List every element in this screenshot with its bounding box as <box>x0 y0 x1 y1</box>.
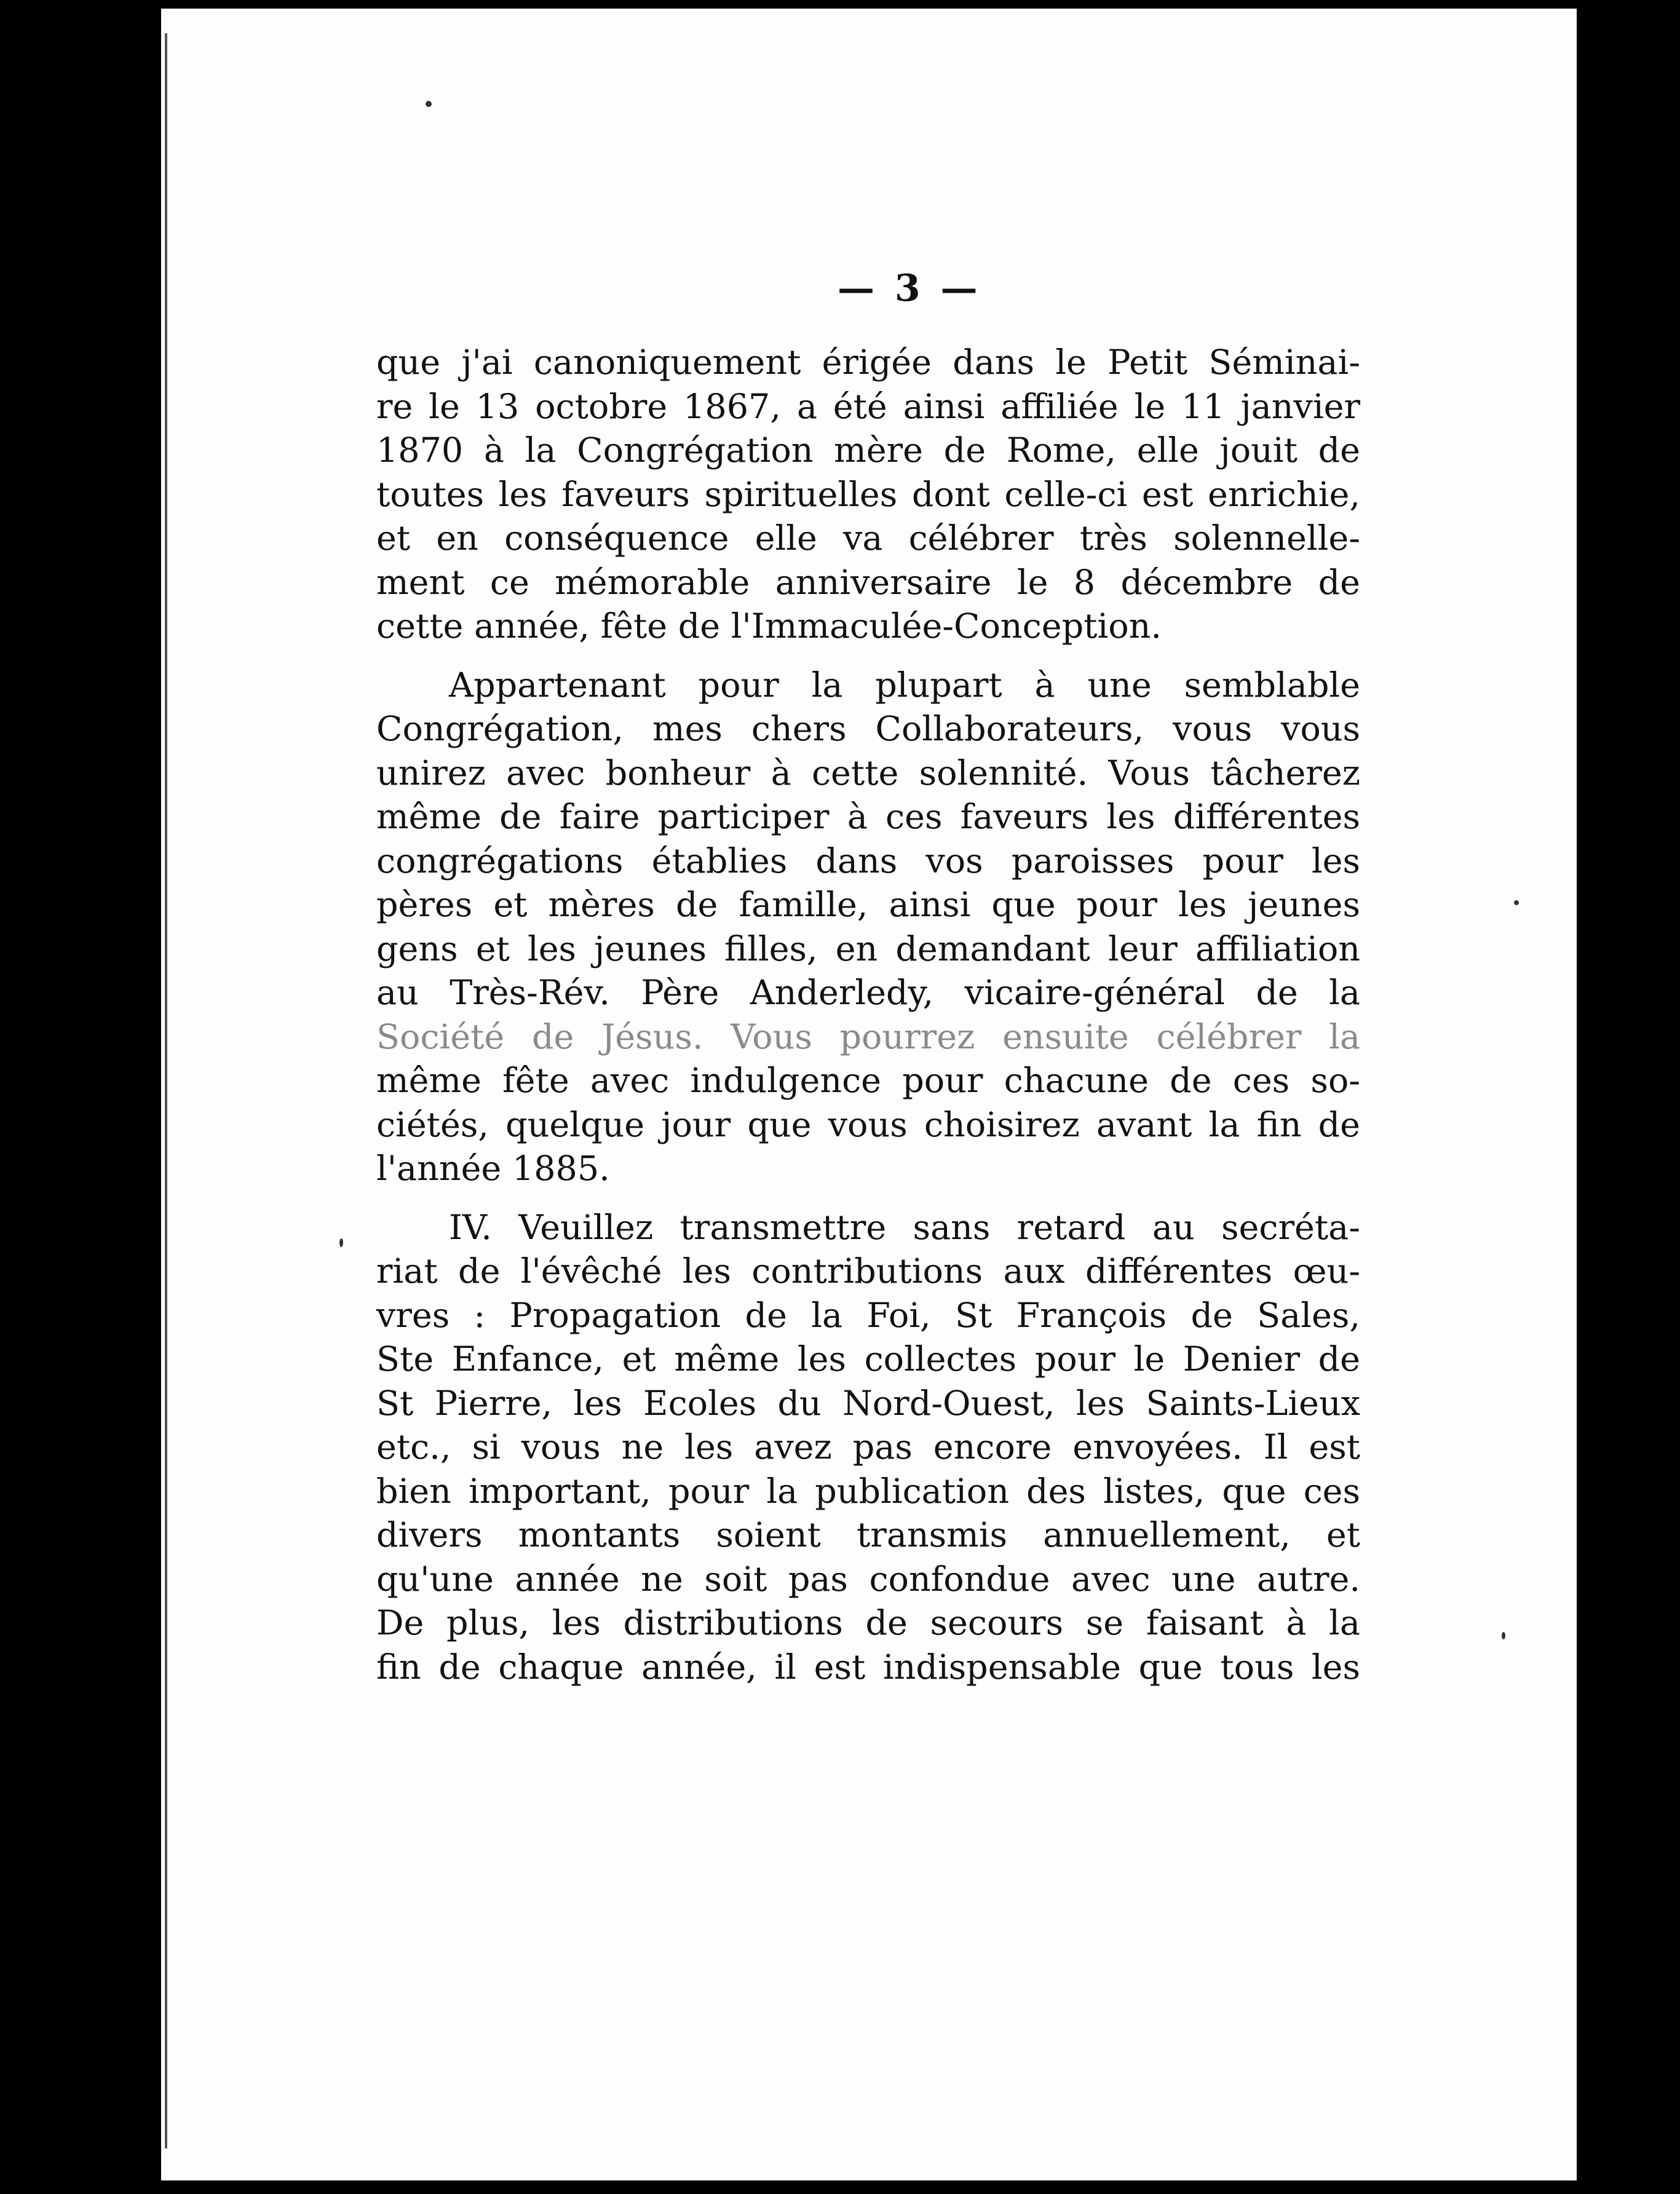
scan-border-left <box>0 0 161 2194</box>
scan-border-top <box>0 0 1680 9</box>
text-line: que j'ai canoniquement érigée dans le Petit Séminai- <box>376 343 1360 382</box>
text-line: unirez avec bonheur à cette solennité. Vous tâcherez <box>376 753 1360 793</box>
text-line: 1870 à la Congrégation mère de Rome, elle jouit de <box>376 430 1360 470</box>
text-line: vres : Propagation de la Foi, St François de Sales, <box>376 1295 1360 1336</box>
scanned-page <box>161 9 1577 2180</box>
text-line: riat de l'évêché les contributions aux différentes œu- <box>376 1251 1360 1291</box>
text-line: toutes les faveurs spirituelles dont celle-ci est enrichie, <box>376 474 1360 515</box>
text-line: même de faire participer à ces faveurs les différentes <box>376 797 1360 837</box>
scan-border-right <box>1577 0 1680 2194</box>
scan-border-bottom <box>0 2180 1680 2194</box>
text-line: Congrégation, mes chers Collaborateurs, vous vous <box>376 709 1360 749</box>
text-line: cette année, fête de l'Immaculée-Conception. <box>376 606 1162 646</box>
text-line: au Très-Rév. Père Anderledy, vicaire-général de la <box>376 973 1360 1013</box>
scan-speck <box>339 1238 343 1247</box>
text-line: Appartenant pour la plupart à une semblable <box>449 665 1360 705</box>
paragraph-1 <box>376 341 1360 649</box>
text-line: fin de chaque année, il est indispensable que tous les <box>376 1647 1360 1687</box>
text-line: qu'une année ne soit pas confondue avec une autre. <box>376 1559 1360 1599</box>
text-line: divers montants soient transmis annuellement, et <box>376 1515 1360 1555</box>
text-line: IV. Veuillez transmettre sans retard au secréta- <box>449 1207 1360 1248</box>
text-line: bien important, pour la publication des listes, que ces <box>376 1471 1360 1511</box>
body-text <box>376 341 1360 1689</box>
text-line: l'année 1885. <box>376 1149 610 1189</box>
text-line: etc., si vous ne les avez pas encore envoyées. Il est <box>376 1427 1360 1467</box>
paragraph-2 <box>376 663 1360 1191</box>
text-line: ment ce mémorable anniversaire le 8 décembre de <box>376 562 1360 603</box>
scan-speck <box>1514 900 1519 905</box>
text-line: ciétés, quelque jour que vous choisirez avant la fin de <box>376 1104 1360 1145</box>
scan-speck <box>1502 1632 1505 1639</box>
scan-speck <box>426 101 432 107</box>
text-line: Ste Enfance, et même les collectes pour le Denier de <box>376 1339 1360 1379</box>
text-line: congrégations établies dans vos paroisses pour les <box>376 841 1360 881</box>
text-line-faded: Société de Jésus. Vous pourrez ensuite célébrer la <box>376 1016 1360 1057</box>
text-line: De plus, les distributions de secours se faisant à la <box>376 1603 1360 1643</box>
page-fold-line <box>165 33 167 2148</box>
text-line: pères et mères de famille, ainsi que pour les jeunes <box>376 885 1360 925</box>
text-line: et en conséquence elle va célébrer très solennelle- <box>376 518 1360 558</box>
page-number: — 3 — <box>838 267 981 310</box>
text-line: même fête avec indulgence pour chacune de ces so- <box>376 1061 1360 1101</box>
text-line: gens et les jeunes filles, en demandant leur affiliation <box>376 929 1360 969</box>
paragraph-3 <box>376 1206 1360 1690</box>
text-line: re le 13 octobre 1867, a été ainsi affiliée le 11 janvier <box>376 386 1360 427</box>
text-line: St Pierre, les Ecoles du Nord-Ouest, les Saints-Lieux <box>376 1383 1360 1424</box>
